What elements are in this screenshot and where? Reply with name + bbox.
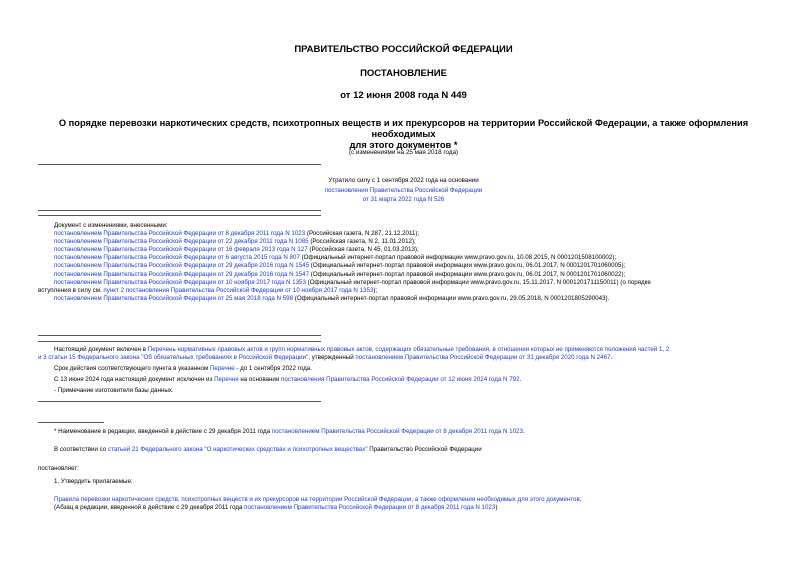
divider [38,164,321,165]
entry-into-force-link[interactable]: пункт 2 постановления Правительства Российской Федерации от 10 ноября 2017 года N 1353 [103,286,374,294]
document-title-line-2: для этого документов * [349,140,458,150]
amendment-link[interactable]: постановлением Правительства Российской Федерации от 25 мая 2018 года N 598 [54,294,294,302]
amendment-link[interactable]: постановлением Правительства Российской Федерации от 16 февраля 2013 года N 127 [54,246,308,254]
notice-text: . [610,354,613,362]
list-item-continuation [38,287,768,295]
amendment-source: (Российская газета, N 45, 01.03.2013); [307,246,419,254]
list-item [38,262,768,270]
notice-text: . [519,376,522,384]
amendments-list [38,222,768,303]
notice-block [38,346,768,395]
footnote-decree-link[interactable]: постановлением Правительства Российской Федерации от 8 декабря 2011 года N 1023 [271,428,523,435]
rules-line [38,496,768,504]
body-text: ) [495,504,498,512]
list-item [38,295,768,303]
notice-text: на основании [238,376,282,384]
list-item [38,279,768,287]
footnote [38,428,768,436]
notice-text: Срок действия соответствующего пункта в указанном [54,365,210,373]
footnote-divider [38,422,104,423]
document-title [30,118,777,151]
list-item [38,238,768,246]
list-item [38,271,768,279]
divider [38,401,321,402]
notice-paragraph-3 [38,376,768,384]
amendment-source: (Официальный интернет-портал правовой информации www.pravo.gov.ru, 15.11.2017, N 0001201711150011) (о порядке [305,278,651,286]
list-link[interactable]: Перечня [214,376,239,384]
amendment-source: (Официальный интернет-портал правовой информации www.pravo.gov.ru, 29.05.2018, N 0001201805290043). [293,294,610,302]
body-text: В соответствии со [54,446,108,453]
notice-paragraph-1-cont [38,354,768,362]
list-item [38,246,768,254]
amendment-link[interactable]: постановлением Правительства Российской Федерации от 8 декабря 2011 года N 1023 [54,230,306,238]
edition-decree-link[interactable]: постановлением Правительства Российской Федерации от 8 декабря 2011 года N 1023 [244,504,496,512]
amendment-link[interactable]: постановлением Правительства Российской Федерации от 22 декабря 2011 года N 1085 [54,238,309,246]
federal-law-link[interactable]: и 3 статьи 15 Федерального закона "Об обязательных требованиях в Российской Федерации" [38,354,309,362]
lost-force-text: Утратило силу с 1 сентября 2022 года на основании [328,177,479,184]
notice-text: Настоящий документ включен в [54,346,148,353]
resolves-text: постановляет: [38,465,79,472]
body-text: ; [579,496,582,503]
changes-note: (с изменениями на 25 мая 2018 года) [348,149,459,156]
document-type-heading: ПОСТАНОВЛЕНИЕ [360,68,447,79]
body-text: Правительство Российской Федерации [367,446,482,453]
divider [38,215,321,216]
amendment-source: (Российская газета, N 2, 11.01.2012); [308,238,416,246]
amendment-source: (Российская газета, N 287, 21.12.2011); [305,230,420,238]
rules-paragraph [38,496,768,512]
lost-force-link-2[interactable]: от 31 марта 2022 года N 526 [362,196,445,204]
approval-decree-link[interactable]: постановлением Правительства Российской Федерации от 31 декабря 2020 года N 2467 [355,354,611,362]
continuation-text: вступления в силу см. [38,286,104,294]
body-text: (Абзац в редакции, введенной в действие с 29 декабря 2011 года [54,504,245,512]
amendment-link[interactable]: постановлением Правительства Российской Федерации от 29 декабря 2016 года N 1547 [54,270,310,278]
notice-paragraph-2 [38,365,768,373]
divider [38,210,321,211]
lost-force-note [30,176,777,205]
amendment-link[interactable]: постановлением Правительства Российской Федерации от 29 декабря 2016 года N 1545 [54,262,310,270]
continuation-end: ); [373,286,378,294]
list-item [38,230,768,238]
notice-paragraph-1 [38,346,768,354]
amendment-link[interactable]: постановлением Правительства Российской Федерации от 6 августа 2015 года N 807 [54,254,300,262]
divider [38,335,321,336]
federal-law-article-link[interactable]: статьей 21 Федерального закона "О наркотических средствах и психотропных веществах" [107,446,368,453]
notice-text: , утвержденный [308,354,356,362]
document-title-line-1: О порядке перевозки наркотических средств, психотропных веществ и их прекурсоров на территории Российской Федерации, а также оформления необходимых [58,118,749,139]
document-date-number: от 12 июня 2008 года N 449 [340,90,467,101]
government-heading: ПРАВИТЕЛЬСТВО РОССИЙСКОЙ ФЕДЕРАЦИИ [294,44,513,55]
rules-link[interactable]: Правила перевозки наркотических средств, психотропных веществ и их прекурсоров на территории Российской Федерации, а также оформления необходимых для этого документов [54,496,580,503]
footnote-text [38,428,768,436]
amendment-source: (Официальный интернет-портал правовой информации www.pravo.gov.ru, 06.01.2017, N 0001201701060005); [309,262,626,270]
database-note: - Примечание изготовителя базы данных. [54,387,174,395]
footnote-prefix: * Наименование в редакции, введенной в действие с 29 декабря 2011 года [54,428,272,435]
list-item [38,254,768,262]
item-1-text: 1. Утвердить прилагаемые: [54,478,133,485]
exclusion-decree-link[interactable]: постановления Правительства Российской Федерации от 12 июня 2024 года N 792 [281,376,520,384]
amendment-source: (Официальный интернет-портал правовой информации www.pravo.gov.ru, 10.08.2015, N 0001201508100002); [299,254,617,262]
amendments-intro: Документ с изменениями, внесенными: [54,222,168,229]
lost-force-link-1[interactable]: постановления Правительства Российской Федерации [324,186,483,194]
footnote-end: . [522,428,525,435]
requirements-list-link[interactable]: Перечень нормативных правовых актов и групп нормативных правовых актов, содержащих обязательные требования, в отношении которых не применяются положения частей 1, 2 [147,346,670,353]
notice-text: - до 1 сентября 2022 года. [234,365,312,373]
notice-text: С 13 июня 2024 года настоящий документ исключен из [54,376,215,384]
item-1 [38,478,768,486]
accordance-paragraph [38,446,768,454]
list-link[interactable]: Перечне [209,365,235,373]
amendment-link[interactable]: постановлением Правительства Российской Федерации от 10 ноября 2017 года N 1353 [54,278,306,286]
amendment-source: (Официальный интернет-портал правовой информации www.pravo.gov.ru, 06.01.2017, N 0001201701060022); [309,270,626,278]
edition-note [38,504,768,512]
divider [38,341,321,342]
preamble [38,446,768,454]
